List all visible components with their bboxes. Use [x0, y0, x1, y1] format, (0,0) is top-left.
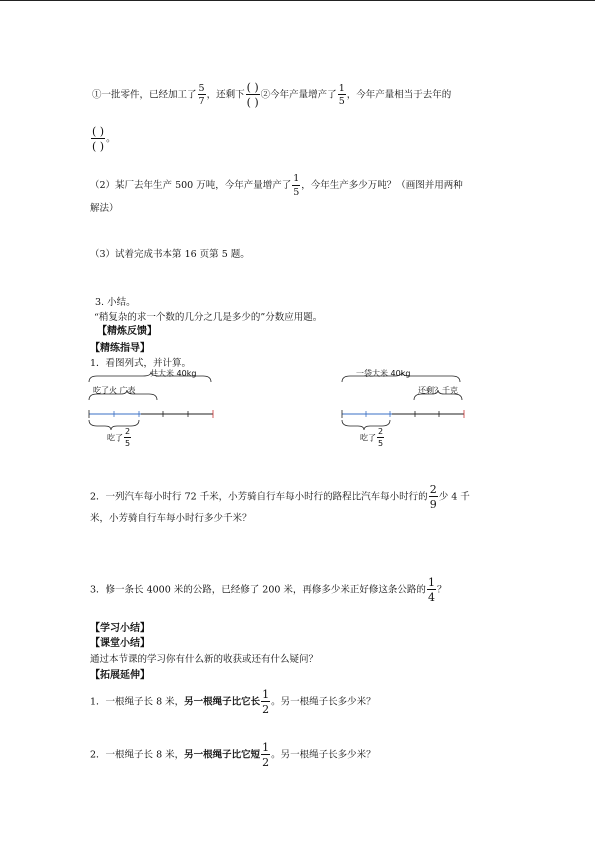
line-diagram-left-graphic	[85, 370, 225, 445]
extension-1-line: 1．一根绳子长 8 米，另一根绳子比它长 $\frac{1}{2}$ 。另一根绳子长多少米？	[90, 688, 376, 716]
exercise-2-line: 2．一列汽车每小时行 72 千米，小芳骑自行车每小时行的路程比汽车每小时行的 $\frac{2}{9}$ 少 4 千	[90, 483, 470, 511]
section-subheading-guidance: 【精练指导】	[90, 343, 150, 354]
question-1-line-2: $\frac{( )}{( )}$ 。	[92, 125, 116, 153]
right-top-label: 一袋大米 40kg	[356, 369, 411, 378]
left-top-label: 共大米 40kg	[150, 369, 197, 378]
q1-part2-text: ②今年产量增产了	[260, 89, 337, 101]
question-3: （3）试着完成书本第 16 页第 5 题。	[90, 249, 250, 260]
line-diagram-left	[85, 369, 225, 448]
summary-text: “稍复杂的求一个数的几分之几是多少的”分数应用题。	[94, 312, 323, 323]
exercise-1: 1．看图列式，并计算。	[90, 358, 192, 369]
exercise-2-line-2: 米，小芳骑自行车每小时行多少千米？	[90, 513, 252, 524]
section-subheading-class-summary: 【课堂小结】	[90, 638, 150, 649]
line-diagram-right-graphic	[338, 370, 478, 445]
line-diagram-right	[338, 369, 478, 448]
exercise-3-line: 3．修一条长 4000 米的公路，已经修了 200 米，再修多少米正好修这条公路的 $\frac{1}{4}$ ？	[90, 576, 447, 604]
section-heading-feedback: 【精炼反馈】	[97, 326, 157, 337]
fraction-5-7: $\frac{5}{7}$	[198, 82, 205, 107]
right-bottom-label: 吃了 $\frac{2}{5}$	[360, 427, 384, 448]
fraction-1-5: $\frac{1}{5}$	[293, 173, 300, 198]
section-heading-study-summary: 【学习小结】	[90, 623, 150, 634]
left-bottom-label: 吃了 $\frac{2}{5}$	[107, 427, 131, 448]
fraction-1-5: $\frac{1}{5}$	[338, 82, 345, 107]
left-middle-label: 吃了火 广表	[93, 386, 136, 395]
fraction-1-2: $\frac{1}{2}$	[262, 741, 270, 769]
section-subheading-extension: 【拓展延伸】	[90, 670, 150, 681]
fraction-2-5: $\frac{2}{5}$	[378, 427, 384, 448]
reflection-question: 通过本节课的学习你有什么新的收获或还有什么疑问？	[90, 654, 319, 665]
answer-blank-fraction-1[interactable]: $\frac{( )}{( )}$	[246, 81, 259, 109]
fraction-1-4: $\frac{1}{4}$	[427, 576, 435, 604]
fraction-2-9: $\frac{2}{9}$	[429, 483, 437, 511]
question-2-line: （2）某厂去年生产 500 万吨，今年产量增产了 $\frac{1}{5}$ ，今年生产多少万吨？（画图并用两种	[90, 173, 463, 198]
page-top-border	[0, 0, 595, 1]
fraction-2-5: $\frac{2}{5}$	[125, 427, 131, 448]
answer-blank-fraction-2[interactable]: $\frac{( )}{( )}$	[92, 125, 105, 153]
question-1-line: ①一批零件，已经加工了 $\frac{5}{7}$ ，还剩下 $\frac{( )}{( )}$ ②今年产量增产了 $\frac{1}{5}$ ，今年产量相当于去年的	[92, 81, 452, 109]
fraction-1-2: $\frac{1}{2}$	[262, 688, 270, 716]
summary-title: 3. 小结。	[95, 297, 136, 308]
q1-part1-text: ①一批零件，已经加工了	[92, 89, 197, 101]
right-remaining-label: 还剩？千克	[418, 386, 458, 395]
question-2-line-2: 解法）	[90, 203, 119, 214]
extension-2-line: 2．一根绳子长 8 米，另一根绳子比它短 $\frac{1}{2}$ 。另一根绳子长多少米？	[90, 741, 376, 769]
